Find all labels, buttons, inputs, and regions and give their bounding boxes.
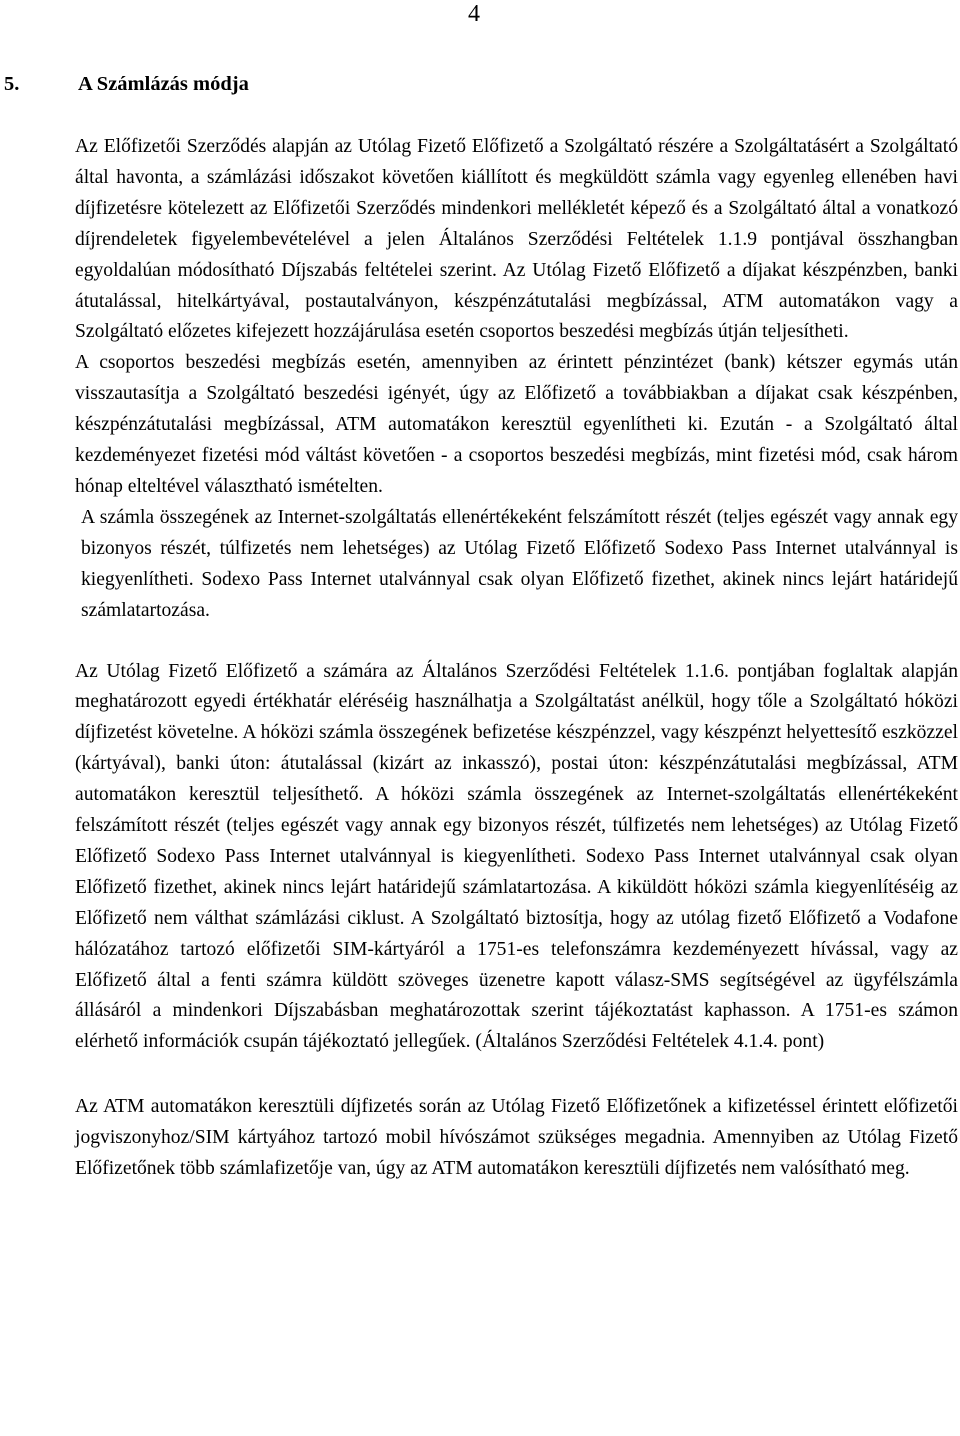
paragraph-spacer xyxy=(75,627,958,657)
section-body xyxy=(75,132,958,1185)
section-title: A Számlázás módja xyxy=(78,73,249,95)
page-number: 4 xyxy=(468,1,480,27)
paragraph-spacer xyxy=(75,1058,958,1092)
paragraph-direct-debit: A csoportos beszedési megbízás esetén, amennyiben az érintett pénzintézet (bank) kétszer egymás után visszautasítja a Szolgáltató beszedési igényét, úgy az Előfizető a továbbiakban a díjakat csak készpénben, készpénzátutalási megbízással, ATM automatákon keresztül egyenlítheti ki. Ezután - a Szolgáltató által kezdeményezet fizetési mód váltást követően - a csoportos beszedési megbízás, mint fizetési mód, csak három hónap elteltével választható ismételten. xyxy=(75,352,958,497)
paragraph-interim-invoice: Az Utólag Fizető Előfizető a számára az Általános Szerződési Feltételek 1.1.6. pontjában foglaltak alapján meghatározott egyedi értékhatár eléréséig használhatja a Szolgáltatást anélkül, hogy tőle a Szolgáltató hóközi díjfizetést követelne. A hóközi számla összegének befizetése készpénzzel, vagy készpénzt helyettesítő eszközzel (kártyával), banki úton: átutalással (kizárt az inkasszó), postai úton: készpénzátutalási megbízással, ATM automatákon keresztül teljesíthető. A hóközi számla összegének az Internet-szolgáltatás ellenértékeként felszámított részét (teljes egészét vagy annak egy bizonyos részét, túlfizetés nem lehetséges) az Utólag Fizető Előfizető Sodexo Pass Internet utalvánnyal is kiegyenlítheti. Sodexo Pass Internet utalvánnyal csak olyan Előfizető fizethet, akinek nincs lejárt határidejű számlatartozása. A kiküldött hóközi számla kiegyenlítéséig az Előfizető nem válthat számlázási ciklust. A Szolgáltató biztosítja, hogy az utólag fizető Előfizető a Vodafone hálózatához tartozó előfizetői SIM-kártyáról a 1751-es telefonszámra kezdeményezett hívással, vagy az Előfizető által a fenti számra küldött szöveges üzenetre kapott válasz-SMS segítségével az ügyfélszámla állásáról a mindenkori Díjszabásban meghatározottak szerint tájékoztatást kaphasson. A 1751-es számon elérhető információk csupán tájékoztató jellegűek. (Általános Szerződési Feltételek 4.1.4. pont) xyxy=(75,660,958,1053)
section-heading xyxy=(4,70,249,98)
paragraph-sodexo-voucher: A számla összegének az Internet-szolgáltatás ellenértékeként felszámított részét (teljes egészét vagy annak egy bizonyos részét, túlfizetés nem lehetséges) az Utólag Fizető Előfizető Sodexo Pass Internet utalvánnyal is kiegyenlítheti. Sodexo Pass Internet utalvánnyal csak olyan Előfizető fizethet, akinek nincs lejárt határidejű számlatartozása. xyxy=(81,506,958,621)
paragraph-payment-methods: Az Előfizetői Szerződés alapján az Utólag Fizető Előfizető a Szolgáltató részére a Szolgáltatásért a Szolgáltató által havonta, a számlázási időszakot követően kiállított és megküldött számla vagy egyenleg ellenében havi díjfizetésre kötelezett az Előfizetői Szerződés mindenkori mellékletét képező és a Szolgáltató által a vonatkozó díjrendeletek figyelembevételével a jelen Általános Szerződési Feltételek 1.1.9 pontjával összhangban egyoldalúan módosítható Díjszabás feltételei szerint. Az Utólag Fizető Előfizető a díjakat készpénzben, banki átutalással, hitelkártyával, postautalványon, készpénzátutalási megbízással, ATM automatákon vagy a Szolgáltató előzetes kifejezett hozzájárulása esetén csoportos beszedési megbízás útján teljesítheti. xyxy=(75,136,958,343)
section-number: 5. xyxy=(4,73,20,95)
paragraph-atm-payment: Az ATM automatákon keresztüli díjfizetés során az Utólag Fizető Előfizetőnek a kifizetéssel érintett előfizetői jogviszonyhoz/SIM kártyához tartozó mobil hívószámot szükséges megadnia. Amennyiben az Utólag Fizető Előfizetőnek több számlafizetője van, úgy az ATM automatákon keresztüli díjfizetés nem valósítható meg. xyxy=(75,1096,958,1180)
